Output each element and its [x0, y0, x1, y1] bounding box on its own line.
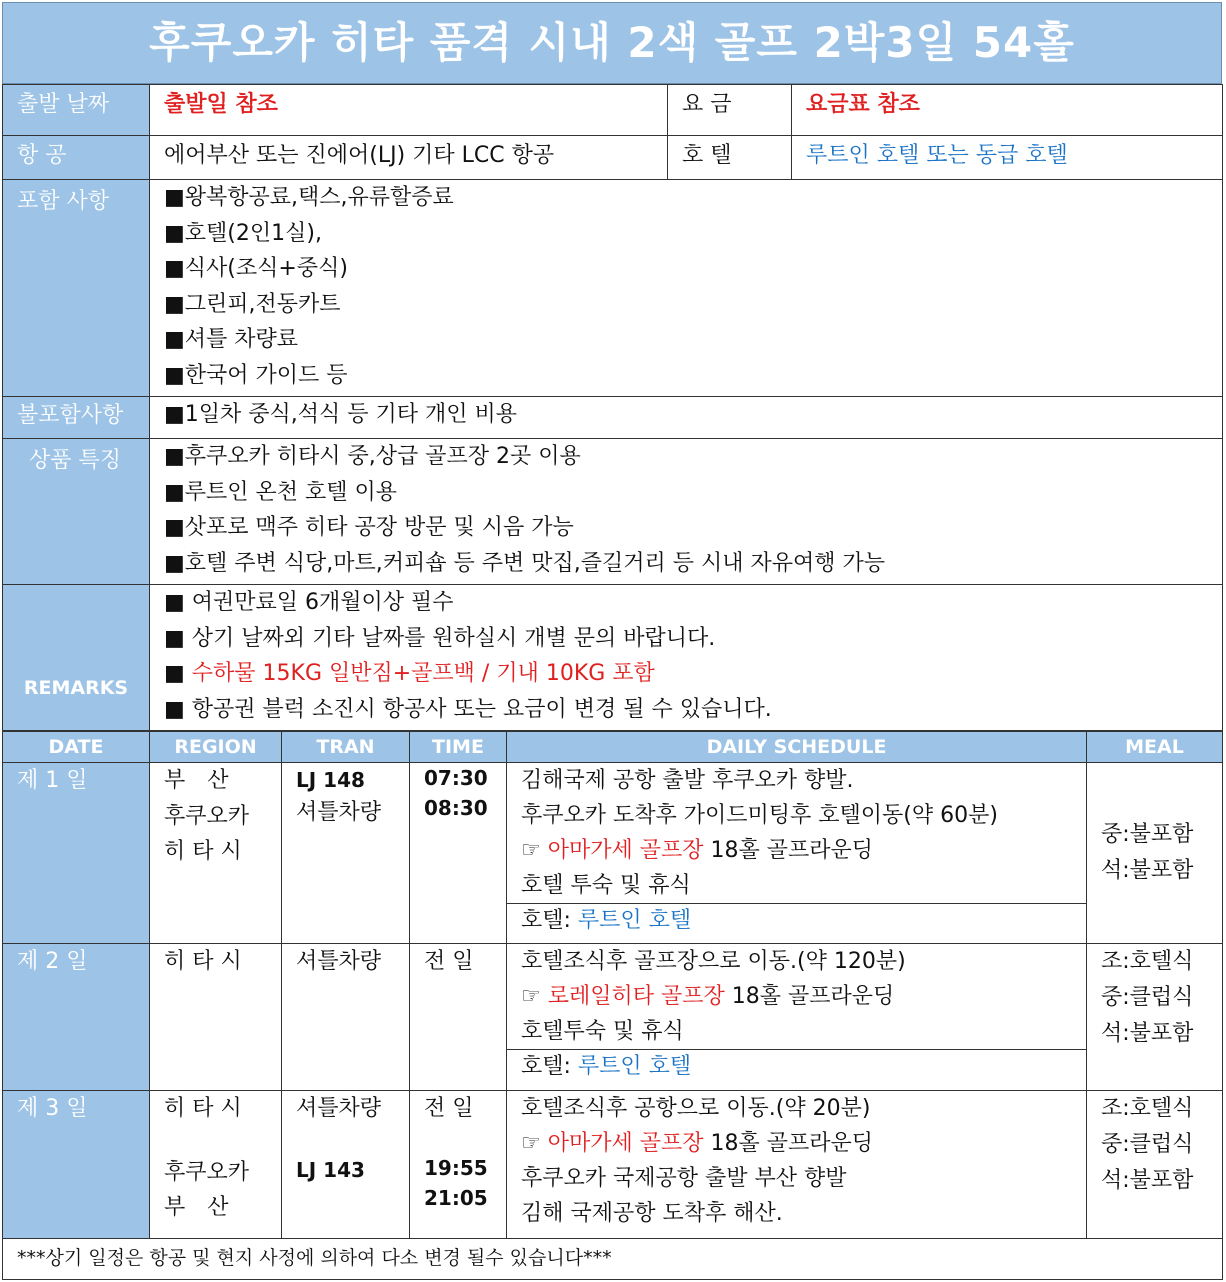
golf-course: 아마가세 골프장 — [547, 1131, 704, 1156]
golf-line — [507, 833, 1086, 868]
features-list — [150, 439, 1223, 585]
hotel-name: 루트인 호텔 — [577, 1054, 692, 1079]
day-date: 제 1 일 — [3, 763, 150, 944]
day-time — [410, 1091, 507, 1239]
schedule-line: 김해 국제공항 도착후 해산. — [521, 1201, 783, 1226]
time-line: 07:30 — [424, 766, 488, 790]
included-list — [150, 180, 1223, 397]
time-line: 21:05 — [424, 1185, 488, 1210]
hotel-line — [507, 1049, 1086, 1084]
day-schedule — [507, 763, 1087, 944]
day-meals — [1087, 944, 1223, 1091]
day-row — [3, 1091, 1223, 1239]
day-date: 제 3 일 — [3, 1091, 150, 1239]
hotel-prefix: 호텔: — [521, 1054, 578, 1079]
tran-line: 셔틀차량 — [296, 1096, 382, 1121]
hotel-label: 호 텔 — [668, 136, 792, 180]
itinerary-page — [2, 2, 1222, 1276]
day-region — [150, 944, 282, 1091]
meal-line: 중:클럽식 — [1101, 1132, 1194, 1157]
header-time: TIME — [410, 732, 507, 763]
day-date: 제 2 일 — [3, 944, 150, 1091]
day-meals — [1087, 763, 1223, 944]
included-item: ■셔틀 차량료 — [164, 327, 299, 352]
hotel-name: 루트인 호텔 — [577, 908, 692, 933]
day-tran — [282, 1091, 410, 1239]
remark-bullet: ■ — [164, 661, 192, 686]
tran-line — [296, 1127, 409, 1153]
day-time — [410, 944, 507, 1091]
golf-rest: 18홀 골프라운딩 — [703, 838, 873, 863]
hotel-value: 루트인 호텔 또는 동급 호텔 — [792, 136, 1223, 180]
included-item: ■호텔(2인1실), — [164, 220, 322, 246]
region-line: 후쿠오카 — [164, 803, 250, 829]
day-region — [150, 763, 282, 944]
day-meals — [1087, 1091, 1223, 1239]
region-line: 히 타 시 — [164, 949, 242, 974]
remark-item-baggage — [164, 656, 1222, 692]
meal-line: 석:불포함 — [1101, 1021, 1194, 1046]
departure-label: 출발 날짜 — [3, 85, 150, 136]
meal-line: 중:클럽식 — [1101, 985, 1194, 1010]
header-region: REGION — [150, 732, 282, 763]
meal-line: 중:불포함 — [1101, 822, 1194, 847]
golf-course: 로레일히타 골프장 — [547, 984, 725, 1009]
region-line: 부 산 — [164, 768, 229, 793]
airline-value: 에어부산 또는 진에어(LJ) 기타 LCC 항공 — [150, 136, 668, 180]
day-row — [3, 944, 1223, 1091]
footer-note: ***상기 일정은 항공 및 현지 사정에 의하여 다소 변경 될수 있습니다*** — [3, 1239, 1223, 1280]
golf-rest: 18홀 골프라운딩 — [703, 1131, 873, 1156]
day-row — [3, 763, 1223, 944]
feature-item: ■후쿠오카 히타시 중,상급 골프장 2곳 이용 — [164, 444, 581, 469]
included-item: ■식사(조식+중식) — [164, 256, 348, 281]
included-item: ■그린피,전동카트 — [164, 291, 341, 317]
excluded-item: ■1일차 중식,석식 등 기타 개인 비용 — [164, 402, 518, 427]
region-line: 부 산 — [164, 1195, 229, 1220]
schedule-line: 김해국제 공항 출발 후쿠오카 향발. — [521, 768, 854, 793]
day-time — [410, 763, 507, 944]
schedule-line: 호텔조식후 공항으로 이동.(약 20분) — [521, 1096, 871, 1121]
schedule-line: 호텔 투숙 및 휴식 — [521, 873, 691, 898]
time-line: 08:30 — [424, 796, 488, 820]
meal-line: 조:호텔식 — [1101, 949, 1194, 974]
meal-line: 석:불포함 — [1101, 1168, 1194, 1193]
time-line: 19:55 — [424, 1155, 488, 1180]
remark-item: ■ 여권만료일 6개월이상 필수 — [164, 590, 454, 615]
feature-item: ■루트인 온천 호텔 이용 — [164, 479, 398, 505]
region-line — [164, 1127, 281, 1155]
hotel-prefix: 호텔: — [521, 908, 578, 933]
pointing-hand-icon: ☞ — [521, 984, 548, 1009]
golf-rest: 18홀 골프라운딩 — [724, 984, 895, 1009]
golf-line — [507, 1126, 1086, 1161]
golf-course: 아마가세 골프장 — [547, 838, 704, 863]
remark-item: ■ 상기 날짜외 기타 날짜를 원하실시 개별 문의 바랍니다. — [164, 625, 716, 651]
remark-item: ■ 항공권 블럭 소진시 항공사 또는 요금이 변경 될 수 있습니다. — [164, 696, 772, 722]
meal-line: 조:호텔식 — [1101, 1096, 1194, 1121]
region-line: 히 타 시 — [164, 1096, 242, 1121]
golf-line — [507, 979, 1086, 1014]
remarks-list — [150, 585, 1223, 731]
excluded-list — [150, 397, 1223, 439]
tran-line: 셔틀차량 — [296, 949, 382, 974]
schedule-table — [2, 731, 1223, 1280]
day-schedule — [507, 944, 1087, 1091]
remarks-label: REMARKS — [3, 585, 150, 731]
header-date: DATE — [3, 732, 150, 763]
included-item: ■왕복항공료,택스,유류할증료 — [164, 185, 454, 210]
schedule-line: 호텔투숙 및 휴식 — [521, 1019, 684, 1044]
meal-line: 석:불포함 — [1101, 858, 1194, 883]
schedule-line: 후쿠오카 국제공항 출발 부산 향발 — [521, 1166, 847, 1191]
day-schedule — [507, 1091, 1087, 1239]
feature-item: ■호텔 주변 식당,마트,커피숍 등 주변 맛집,즐길거리 등 시내 자유여행 가능 — [164, 550, 886, 576]
region-line: 후쿠오카 — [164, 1159, 250, 1185]
day-tran — [282, 944, 410, 1091]
included-label: 포함 사항 — [3, 180, 150, 397]
price-value: 요금표 참조 — [792, 85, 1223, 136]
tran-line: LJ 143 — [296, 1157, 365, 1182]
region-line: 히 타 시 — [164, 839, 242, 864]
header-daily-schedule: DAILY SCHEDULE — [507, 732, 1087, 763]
pointing-hand-icon: ☞ — [521, 838, 548, 863]
schedule-line: 후쿠오카 도착후 가이드미팅후 호텔이동(약 60분) — [521, 803, 998, 828]
included-item: ■한국어 가이드 등 — [164, 362, 348, 388]
time-line — [424, 1127, 506, 1153]
page-title: 후쿠오카 히타 품격 시내 2색 골프 2박3일 54홀 — [2, 2, 1222, 84]
hotel-line — [507, 903, 1086, 938]
feature-item: ■삿포로 맥주 히타 공장 방문 및 시음 가능 — [164, 515, 574, 540]
tran-line: LJ 148 — [296, 768, 365, 792]
airline-label: 항 공 — [3, 136, 150, 180]
price-label: 요 금 — [668, 85, 792, 136]
baggage-text: 수하물 15KG 일반짐+골프백 / 기내 10KG 포함 — [191, 661, 655, 686]
header-meal: MEAL — [1087, 732, 1223, 763]
features-label: 상품 특징 — [3, 439, 150, 585]
pointing-hand-icon: ☞ — [521, 1131, 548, 1156]
time-line: 전 일 — [424, 1096, 474, 1121]
tran-line: 셔틀차량 — [296, 799, 382, 825]
time-line: 전 일 — [424, 949, 474, 974]
header-tran: TRAN — [282, 732, 410, 763]
info-table — [2, 84, 1223, 731]
schedule-line: 호텔조식후 골프장으로 이동.(약 120분) — [521, 949, 906, 974]
day-tran — [282, 763, 410, 944]
excluded-label: 불포함사항 — [3, 397, 150, 439]
departure-value: 출발일 참조 — [150, 85, 668, 136]
day-region — [150, 1091, 282, 1239]
